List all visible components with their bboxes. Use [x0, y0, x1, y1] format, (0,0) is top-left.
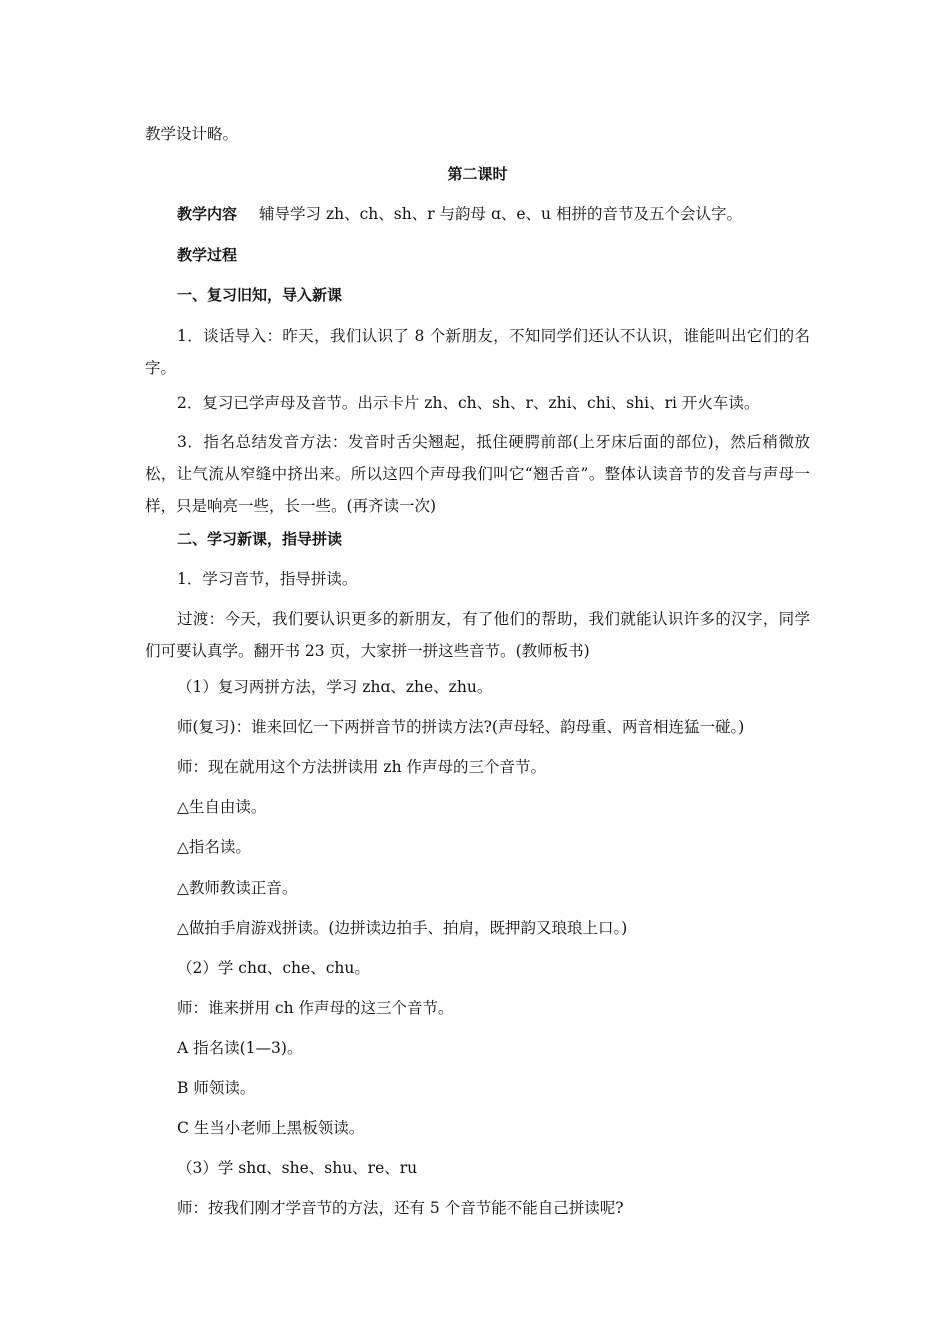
teaching-process-label: 教学过程: [177, 246, 238, 264]
list-item: 师：谁来拼用 ch 作声母的这三个音节。: [177, 999, 454, 1017]
list-item: 师：按我们刚才学音节的方法，还有 5 个音节能不能自己拼读呢?: [177, 1199, 624, 1217]
section1-heading: 一、复习旧知，导入新课: [177, 286, 343, 304]
teaching-content-label: 教学内容: [177, 205, 238, 223]
list-item: △指名读。: [177, 838, 251, 856]
list-item: （3）学 shɑ、she、shu、re、ru: [177, 1159, 418, 1177]
section2-heading: 二、学习新课，指导拼读: [177, 530, 343, 548]
intro-text: 教学设计略。: [145, 125, 239, 143]
lesson-title: 第二课时: [447, 165, 508, 183]
list-item: 师(复习)：谁来回忆一下两拼音节的拼读方法?(声母轻、韵母重、两音相连猛一碰。): [177, 718, 745, 736]
list-item: （1）复习两拼方法，学习 zhɑ、zhe、zhu。: [177, 678, 493, 696]
list-item: 师：现在就用这个方法拼读用 zh 作声母的三个音节。: [177, 758, 547, 776]
list-item: B 师领读。: [177, 1079, 256, 1097]
list-item: （2）学 chɑ、che、chu。: [177, 959, 370, 977]
teaching-content: [177, 198, 842, 230]
list-item: C 生当小老师上黑板领读。: [177, 1119, 365, 1137]
list-item: △生自由读。: [177, 798, 267, 816]
list-item: A 指名读(1—3)。: [177, 1039, 303, 1057]
list-item: △教师教读正音。: [177, 879, 298, 897]
teaching-content-text: 辅导学习 zh、ch、sh、r 与韵母 ɑ、e、u 相拼的音节及五个会认字。: [259, 205, 742, 223]
section1-paragraph-2: 2．复习已学声母及音节。出示卡片 zh、ch、sh、r、zhi、chi、shi、ri 开火车读。: [177, 394, 760, 412]
list-item: △做拍手肩游戏拼读。(边拼读边拍手、拍肩，既押韵又琅琅上口。): [177, 919, 628, 937]
section1-paragraph-3: 3．指名总结发音方法：发音时舌尖翘起，抵住硬腭前部(上牙床后面的部位)，然后稍微放松，让气流从窄缝中挤出来。所以这四个声母我们叫它“翘舌音”。整体认读音节的发音与声母一样，只是响亮一些，长一些。(再齐读一次): [145, 433, 810, 515]
section2-paragraph-1: 1．学习音节，指导拼读。: [177, 570, 358, 588]
section2-paragraph-2: 过渡：今天，我们要认识更多的新朋友，有了他们的帮助，我们就能认识许多的汉字，同学们可要认真学。翻开书 23 页，大家拼一拼这些音节。(教师板书): [145, 610, 810, 660]
section1-paragraph-1: 1．谈话导入：昨天，我们认识了 8 个新朋友，不知同学们还认不认识，谁能叫出它们的名字。: [145, 327, 810, 377]
